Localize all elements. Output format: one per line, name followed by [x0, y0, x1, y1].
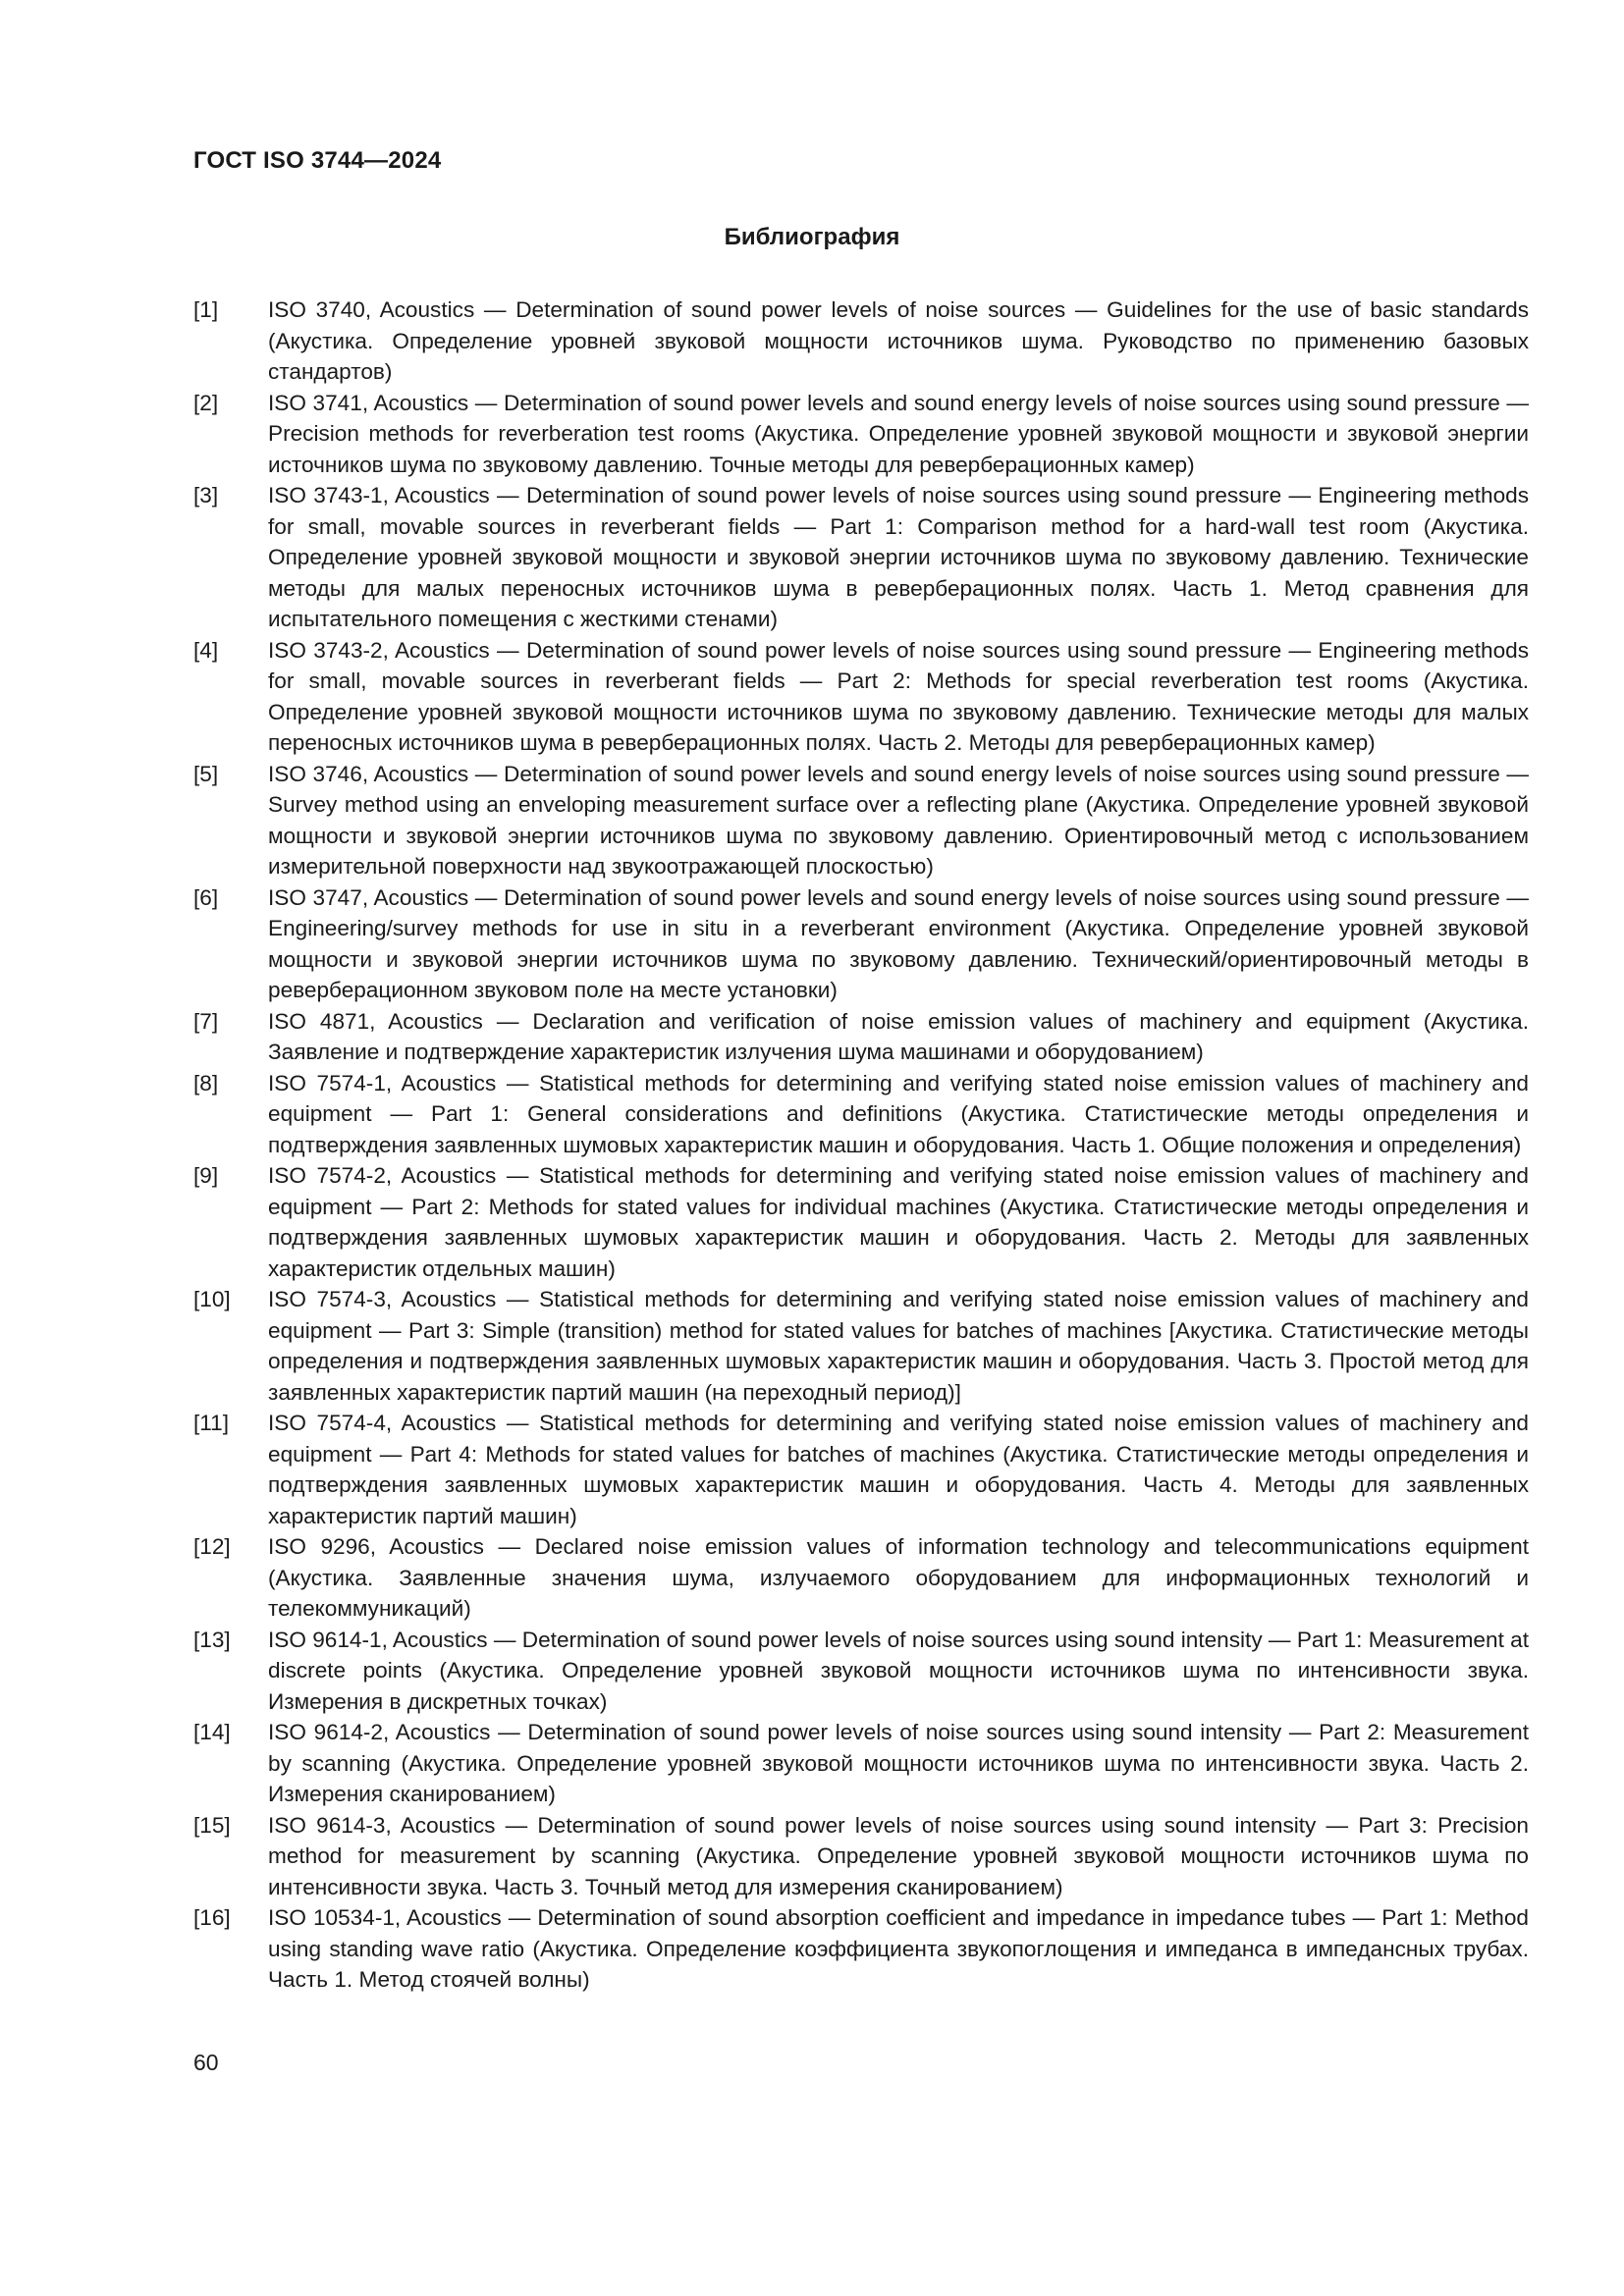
bibliography-entry-text: ISO 10534-1, Acoustics — Determination of sound absorption coefficient and impedance in impedance tubes — Part 1: Method using standing wave ratio (Акустика. Определение коэффициента звукопоглощения и импеданса в импедансных трубах. Часть 1. Метод стоячей волны) [268, 1905, 1529, 1992]
bibliography-entry-text: ISO 3747, Acoustics — Determination of sound power levels and sound energy levels of noise sources using sound pressure — Engineering/survey methods for use in situ in a reverberant environment (Акустика. Определение уровней звуковой мощности и звуковой энергии источников шума по звуковому давлению. Технический/ориентировочный методы в реверберационном звуковом поле на месте установки) [268, 884, 1529, 1002]
bibliography-entry-number: [7] [193, 1008, 219, 1034]
bibliography-entry [193, 1160, 1529, 1284]
bibliography-entry [193, 635, 1529, 759]
bibliography-entry-text: ISO 9614-1, Acoustics — Determination of sound power levels of noise sources using sound intensity — Part 1: Measurement at discrete points (Акустика. Определение уровней звуковой мощности источников шума по интенсивности звука. Измерения в дискретных точках) [268, 1627, 1529, 1714]
bibliography-entry [193, 480, 1529, 635]
bibliography-entry-number: [10] [193, 1287, 231, 1311]
bibliography-list [193, 294, 1529, 1996]
bibliography-entry-number: [8] [193, 1070, 219, 1095]
bibliography-entry-number: [15] [193, 1812, 231, 1838]
bibliography-entry-text: ISO 3746, Acoustics — Determination of sound power levels and sound energy levels of noise sources using sound pressure — Survey method using an enveloping measurement surface over a reflecting plane (Акустика. Определение уровней звуковой мощности и звуковой энергии источников шума по звуковому давлению. Ориентировочный метод с использованием измерительной поверхности над звукоотражающей плоскостью) [268, 761, 1529, 879]
bibliography-entry-number: [16] [193, 1905, 231, 1930]
bibliography-entry-text: ISO 3741, Acoustics — Determination of sound power levels and sound energy levels of noise sources using sound pressure — Precision methods for reverberation test rooms (Акустика. Определение уровней звуковой мощности и звуковой энергии источников шума по звуковому давлению. Точные методы для реверберационных камер) [268, 390, 1529, 477]
bibliography-entry-text: ISO 7574-1, Acoustics — Statistical methods for determining and verifying stated noise emission values of machinery and equipment — Part 1: General considerations and definitions (Акустика. Статистические методы определения и подтверждения заявленных шумовых характеристик машин и оборудования. Часть 1. Общие положения и определения) [268, 1070, 1529, 1157]
bibliography-entry-text: ISO 7574-2, Acoustics — Statistical methods for determining and verifying stated noise emission values of machinery and equipment — Part 2: Methods for stated values for individual machines (Акустика. Статистические методы определения и подтверждения заявленных шумовых характеристик машин и оборудования. Часть 2. Методы для заявленных характеристик отдельных машин) [268, 1163, 1529, 1281]
bibliography-entry [193, 1006, 1529, 1068]
bibliography-entry-text: ISO 7574-4, Acoustics — Statistical methods for determining and verifying stated noise emission values of machinery and equipment — Part 4: Methods for stated values for batches of machines (Акустика. Статистические методы определения и подтверждения заявленных шумовых характеристик машин и оборудования. Часть 4. Методы для заявленных характеристик партий машин) [268, 1411, 1529, 1528]
bibliography-entry-number: [11] [193, 1411, 230, 1435]
bibliography-entry-text: ISO 9614-3, Acoustics — Determination of sound power levels of noise sources using sound intensity — Part 3: Precision method for measurement by scanning (Акустика. Определение уровней звуковой мощности источников шума по интенсивности звука. Часть 3. Точный метод для измерения сканированием) [268, 1812, 1529, 1899]
bibliography-entry-number: [12] [193, 1534, 231, 1559]
bibliography-entry-number: [6] [193, 884, 219, 910]
bibliography-entry [193, 1902, 1529, 1996]
bibliography-entry-number: [1] [193, 297, 219, 322]
bibliography-entry-number: [2] [193, 390, 219, 415]
bibliography-entry [193, 1531, 1529, 1625]
bibliography-title: Библиография [724, 224, 900, 250]
bibliography-entry-number: [4] [193, 637, 219, 663]
bibliography-entry-text: ISO 3743-1, Acoustics — Determination of sound power levels of noise sources using sound pressure — Engineering methods for small, movable sources in reverberant fields — Part 1: Comparison method for a hard-wall test room (Акустика. Определение уровней звуковой мощности и звуковой энергии источников шума по звуковому давлению. Технические методы для малых переносных источников шума в реверберационных полях. Часть 1. Метод сравнения для испытательного помещения с жесткими стенами) [268, 483, 1529, 631]
page-number: 60 [193, 2050, 219, 2075]
bibliography-entry-number: [9] [193, 1163, 219, 1188]
bibliography-entry-text: ISO 7574-3, Acoustics — Statistical methods for determining and verifying stated noise emission values of machinery and equipment — Part 3: Simple (transition) method for stated values for batches of machines [Акустика. Статистические методы определения и подтверждения заявленных шумовых характеристик машин и оборудования. Часть 3. Простой метод для заявленных характеристик партий машин (на переходный период)] [268, 1287, 1529, 1405]
bibliography-entry [193, 1810, 1529, 1903]
bibliography-entry [193, 294, 1529, 388]
bibliography-entry [193, 1068, 1529, 1161]
bibliography-entry [193, 1408, 1529, 1531]
bibliography-entry-number: [13] [193, 1627, 231, 1652]
bibliography-entry-number: [5] [193, 761, 219, 786]
bibliography-entry-text: ISO 4871, Acoustics — Declaration and verification of noise emission values of machinery and equipment (Акустика. Заявление и подтверждение характеристик излучения шума машинами и оборудованием) [268, 1008, 1529, 1064]
bibliography-entry [193, 1717, 1529, 1810]
bibliography-entry-text: ISO 9296, Acoustics — Declared noise emission values of information technology and telecommunications equipment (Акустика. Заявленные значения шума, излучаемого оборудованием для информационных технологий и телекоммуникаций) [268, 1534, 1529, 1621]
bibliography-entry-number: [14] [193, 1720, 231, 1744]
bibliography-entry [193, 882, 1529, 1006]
bibliography-entry [193, 388, 1529, 481]
bibliography-entry-text: ISO 3740, Acoustics — Determination of sound power levels of noise sources — Guidelines for the use of basic standards (Акустика. Определение уровней звуковой мощности источников шума. Руководство по применению базовых стандартов) [268, 297, 1529, 384]
bibliography-entry-text: ISO 3743-2, Acoustics — Determination of sound power levels of noise sources using sound pressure — Engineering methods for small, movable sources in reverberant fields — Part 2: Methods for special reverberation test rooms (Акустика. Определение уровней звуковой мощности источников шума по звуковому давлению. Технические методы для малых переносных источников шума в реверберационных полях. Часть 2. Методы для реверберационных камер) [268, 637, 1529, 755]
bibliography-entry [193, 1625, 1529, 1718]
bibliography-entry [193, 759, 1529, 882]
standard-code-header: ГОСТ ISO 3744—2024 [193, 147, 442, 174]
bibliography-entry-text: ISO 9614-2, Acoustics — Determination of sound power levels of noise sources using sound intensity — Part 2: Measurement by scanning (Акустика. Определение уровней звуковой мощности источников шума по интенсивности звука. Часть 2. Измерения сканированием) [268, 1720, 1529, 1806]
bibliography-entry-number: [3] [193, 483, 219, 507]
bibliography-entry [193, 1284, 1529, 1408]
